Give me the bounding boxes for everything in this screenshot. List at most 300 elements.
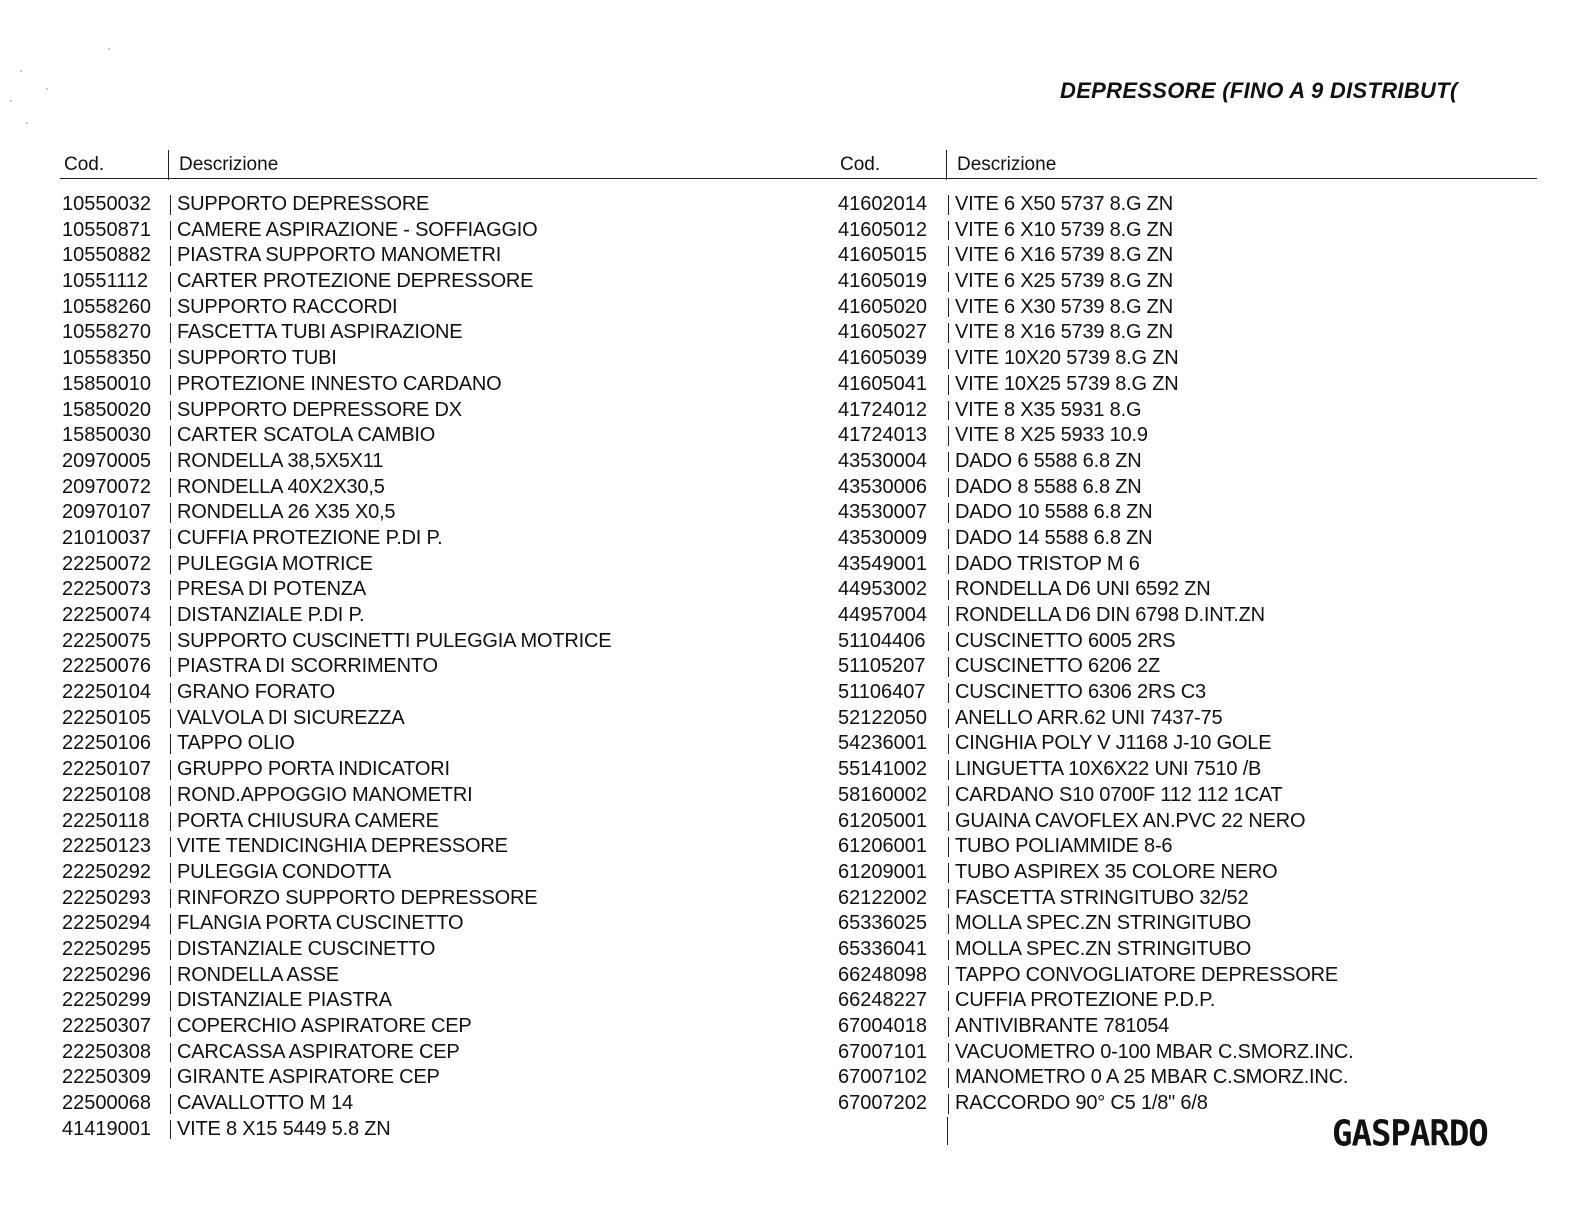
table-row xyxy=(60,526,780,552)
row-separator xyxy=(948,1017,949,1037)
row-separator xyxy=(170,940,171,960)
part-description: CUSCINETTO 6206 2Z xyxy=(955,655,1160,678)
table-row xyxy=(60,218,780,244)
table-row xyxy=(60,988,780,1014)
row-separator xyxy=(948,966,949,986)
part-code: 43549001 xyxy=(838,552,927,575)
part-code: 22250292 xyxy=(62,860,151,883)
table-row xyxy=(60,295,780,321)
table-row xyxy=(60,372,780,398)
part-description: FASCETTA TUBI ASPIRAZIONE xyxy=(177,321,463,344)
part-description: CARTER PROTEZIONE DEPRESSORE xyxy=(177,270,534,293)
row-separator xyxy=(948,914,949,934)
row-separator xyxy=(170,1068,171,1088)
table-row xyxy=(836,577,1536,603)
part-description: FLANGIA PORTA CUSCINETTO xyxy=(177,912,464,935)
table-row xyxy=(836,320,1536,346)
table-row xyxy=(836,346,1536,372)
part-description: RINFORZO SUPPORTO DEPRESSORE xyxy=(177,886,538,909)
part-code: 51106407 xyxy=(838,681,926,704)
part-code: 10558350 xyxy=(62,347,151,370)
table-header xyxy=(60,150,780,176)
part-description: VITE 6 X16 5739 8.G ZN xyxy=(955,244,1173,267)
table-row xyxy=(836,629,1536,655)
part-description: LINGUETTA 10X6X22 UNI 7510 /B xyxy=(955,758,1262,781)
part-code: 43530004 xyxy=(838,449,927,472)
row-separator xyxy=(170,555,171,575)
table-row xyxy=(60,1091,780,1117)
row-separator xyxy=(948,991,949,1011)
part-description: VITE 8 X16 5739 8.G ZN xyxy=(955,321,1173,344)
part-description: PIASTRA DI SCORRIMENTO xyxy=(177,655,438,678)
part-code: 58160002 xyxy=(838,783,927,806)
row-separator xyxy=(170,272,171,292)
part-description: VITE 8 X25 5933 10.9 xyxy=(955,424,1148,447)
row-separator xyxy=(948,1094,949,1114)
row-separator xyxy=(170,1017,171,1037)
row-separator xyxy=(170,657,171,677)
column-separator xyxy=(168,150,169,180)
part-description: ROND.APPOGGIO MANOMETRI xyxy=(177,783,473,806)
table-row xyxy=(836,243,1536,269)
part-code: 43530009 xyxy=(838,526,927,549)
part-code: 65336041 xyxy=(838,937,927,960)
part-code: 44953002 xyxy=(838,578,927,601)
table-row xyxy=(836,1014,1536,1040)
table-row xyxy=(60,346,780,372)
table-row xyxy=(836,1040,1536,1066)
row-separator xyxy=(948,1043,949,1063)
part-description: PROTEZIONE INNESTO CARDANO xyxy=(177,372,502,395)
row-separator xyxy=(948,812,949,832)
part-description: FASCETTA STRINGITUBO 32/52 xyxy=(955,886,1249,909)
table-row xyxy=(60,398,780,424)
part-code: 41724012 xyxy=(838,398,927,421)
table-row xyxy=(836,295,1536,321)
part-code: 62122002 xyxy=(838,886,927,909)
part-code: 41605041 xyxy=(838,372,927,395)
part-code: 20970005 xyxy=(62,449,151,472)
part-description: RONDELLA ASSE xyxy=(177,963,339,986)
part-description: PRESA DI POTENZA xyxy=(177,578,367,601)
part-code: 67004018 xyxy=(838,1015,927,1037)
part-description: CUFFIA PROTEZIONE P.DI P. xyxy=(177,526,443,549)
row-separator xyxy=(948,786,949,806)
table-row xyxy=(836,706,1536,732)
row-separator xyxy=(170,760,171,780)
table-row xyxy=(60,500,780,526)
row-separator xyxy=(170,478,171,498)
row-separator xyxy=(170,349,171,369)
table-row xyxy=(836,423,1536,449)
row-separator xyxy=(948,298,949,318)
row-separator xyxy=(948,632,949,652)
row-separator xyxy=(948,683,949,703)
row-separator xyxy=(170,709,171,729)
part-description: CARCASSA ASPIRATORE CEP xyxy=(177,1040,460,1063)
row-separator xyxy=(948,246,949,266)
code-header: Cod. xyxy=(840,154,881,175)
part-description: DADO 14 5588 6.8 ZN xyxy=(955,526,1153,549)
part-description: TAPPO CONVOGLIATORE DEPRESSORE xyxy=(955,963,1338,986)
part-description: PIASTRA SUPPORTO MANOMETRI xyxy=(177,244,502,267)
part-code: 66248227 xyxy=(838,989,927,1012)
table-row xyxy=(836,963,1536,989)
row-separator xyxy=(170,889,171,909)
row-separator xyxy=(948,760,949,780)
part-code: 41605015 xyxy=(838,244,927,267)
part-code: 41605020 xyxy=(838,295,927,318)
part-description: VITE 6 X50 5737 8.G ZN xyxy=(955,193,1173,215)
part-code: 22250309 xyxy=(62,1066,151,1089)
part-code: 10550032 xyxy=(62,193,151,215)
table-header xyxy=(836,150,1536,176)
row-separator xyxy=(170,1120,171,1140)
part-description: MANOMETRO 0 A 25 MBAR C.SMORZ.INC. xyxy=(955,1066,1349,1089)
part-description: GIRANTE ASPIRATORE CEP xyxy=(177,1066,440,1089)
table-row xyxy=(836,1065,1536,1091)
part-code: 20970072 xyxy=(62,475,151,498)
row-separator xyxy=(170,632,171,652)
part-code: 10550871 xyxy=(62,218,151,241)
table-row xyxy=(60,603,780,629)
description-header: Descrizione xyxy=(957,154,1057,175)
table-row xyxy=(60,757,780,783)
row-separator xyxy=(948,323,949,343)
table-row xyxy=(60,552,780,578)
part-code: 61206001 xyxy=(838,835,927,858)
table-row xyxy=(60,911,780,937)
part-description: VITE 6 X10 5739 8.G ZN xyxy=(955,218,1173,241)
part-code: 10550882 xyxy=(62,244,151,267)
table-row xyxy=(836,783,1536,809)
row-separator xyxy=(170,863,171,883)
part-description: RONDELLA D6 UNI 6592 ZN xyxy=(955,578,1211,601)
part-description: DISTANZIALE P.DI P. xyxy=(177,604,365,626)
part-code: 41605027 xyxy=(838,321,927,344)
part-description: CUFFIA PROTEZIONE P.D.P. xyxy=(955,989,1216,1012)
row-separator xyxy=(170,195,171,215)
part-description: ANTIVIBRANTE 781054 xyxy=(955,1015,1170,1037)
part-code: 55141002 xyxy=(838,758,927,781)
table-row xyxy=(60,269,780,295)
part-code: 22250294 xyxy=(62,912,151,935)
part-description: SUPPORTO CUSCINETTI PULEGGIA MOTRICE xyxy=(177,629,612,652)
table-row xyxy=(60,937,780,963)
part-description: CINGHIA POLY V J1168 J-10 GOLE xyxy=(955,732,1272,755)
row-separator xyxy=(170,812,171,832)
part-code: 43530006 xyxy=(838,475,927,498)
part-code: 10551112 xyxy=(62,270,149,293)
part-description: VITE 6 X25 5739 8.G ZN xyxy=(955,270,1173,293)
row-separator xyxy=(948,272,949,292)
table-row xyxy=(60,731,780,757)
table-row xyxy=(60,886,780,912)
part-code: 22250106 xyxy=(62,732,151,755)
part-description: VITE TENDICINGHIA DEPRESSORE xyxy=(177,835,508,858)
part-description: DISTANZIALE PIASTRA xyxy=(177,989,392,1012)
table-row xyxy=(836,552,1536,578)
part-code: 41602014 xyxy=(838,193,927,215)
table-row xyxy=(836,860,1536,886)
part-description: DADO 6 5588 6.8 ZN xyxy=(955,449,1142,472)
table-row xyxy=(836,757,1536,783)
table-row xyxy=(60,834,780,860)
part-code: 22250108 xyxy=(62,783,151,806)
part-description: SUPPORTO DEPRESSORE xyxy=(177,193,430,215)
row-separator xyxy=(948,529,949,549)
part-code: 15850030 xyxy=(62,424,151,447)
row-separator xyxy=(948,555,949,575)
row-separator xyxy=(170,246,171,266)
row-separator xyxy=(170,786,171,806)
part-description: RONDELLA 40X2X30,5 xyxy=(177,475,385,498)
part-description: MOLLA SPEC.ZN STRINGITUBO xyxy=(955,912,1252,935)
table-row xyxy=(60,706,780,732)
table-row xyxy=(836,500,1536,526)
part-code: 52122050 xyxy=(838,706,927,729)
gaspardo-logo: GASPARDO xyxy=(1332,1113,1488,1155)
part-code: 67007101 xyxy=(838,1040,927,1063)
row-separator xyxy=(948,221,949,241)
code-header: Cod. xyxy=(64,154,105,175)
part-description: PULEGGIA CONDOTTA xyxy=(177,860,392,883)
row-separator xyxy=(170,966,171,986)
table-row xyxy=(60,320,780,346)
row-separator xyxy=(170,503,171,523)
row-separator xyxy=(948,349,949,369)
table-row xyxy=(60,629,780,655)
table-row xyxy=(836,398,1536,424)
table-row xyxy=(836,372,1536,398)
part-code: 22250076 xyxy=(62,655,151,678)
row-separator xyxy=(948,452,949,472)
table-row xyxy=(836,192,1536,218)
part-code: 22250075 xyxy=(62,629,151,652)
row-separator xyxy=(170,323,171,343)
part-code: 22250074 xyxy=(62,604,151,626)
row-separator xyxy=(170,1094,171,1114)
part-description: ANELLO ARR.62 UNI 7437-75 xyxy=(955,706,1223,729)
part-code: 61209001 xyxy=(838,860,927,883)
table-row xyxy=(60,423,780,449)
part-description: DISTANZIALE CUSCINETTO xyxy=(177,937,436,960)
part-code: 22250308 xyxy=(62,1040,151,1063)
part-code: 41605012 xyxy=(838,218,927,241)
part-code: 43530007 xyxy=(838,501,927,524)
row-separator xyxy=(948,940,949,960)
row-separator xyxy=(948,734,949,754)
part-description: RONDELLA 26 X35 X0,5 xyxy=(177,501,396,524)
parts-list-left xyxy=(60,192,780,1142)
part-code: 65336025 xyxy=(838,912,927,935)
part-description: VALVOLA DI SICUREZZA xyxy=(177,706,405,729)
table-row xyxy=(60,654,780,680)
part-description: SUPPORTO RACCORDI xyxy=(177,295,398,318)
part-description: CARDANO S10 0700F 112 112 1CAT xyxy=(955,783,1283,806)
part-description: DADO 10 5588 6.8 ZN xyxy=(955,501,1153,524)
part-description: VITE 10X25 5739 8.G ZN xyxy=(955,372,1179,395)
parts-table-left xyxy=(60,150,780,1142)
table-row xyxy=(60,577,780,603)
part-description: DADO 8 5588 6.8 ZN xyxy=(955,475,1142,498)
row-separator xyxy=(170,375,171,395)
table-row xyxy=(60,449,780,475)
part-code: 51105207 xyxy=(838,655,926,678)
row-separator xyxy=(170,914,171,934)
part-code: 10558260 xyxy=(62,295,151,318)
table-row xyxy=(836,218,1536,244)
table-row xyxy=(836,911,1536,937)
table-row xyxy=(836,603,1536,629)
row-separator xyxy=(948,375,949,395)
row-separator xyxy=(948,426,949,446)
row-separator xyxy=(948,657,949,677)
part-description: RONDELLA D6 DIN 6798 D.INT.ZN xyxy=(955,604,1265,626)
part-description: GRUPPO PORTA INDICATORI xyxy=(177,758,450,781)
part-code: 41605019 xyxy=(838,270,927,293)
column-separator xyxy=(946,150,947,180)
part-code: 41419001 xyxy=(62,1117,151,1140)
part-code: 22250104 xyxy=(62,681,151,704)
part-code: 22250118 xyxy=(62,809,150,832)
table-row xyxy=(836,475,1536,501)
table-row xyxy=(60,809,780,835)
part-description: PORTA CHIUSURA CAMERE xyxy=(177,809,439,832)
part-code: 22250307 xyxy=(62,1015,151,1037)
part-code: 15850020 xyxy=(62,398,151,421)
table-row xyxy=(836,449,1536,475)
table-row xyxy=(836,269,1536,295)
description-header: Descrizione xyxy=(179,154,279,175)
table-row xyxy=(836,809,1536,835)
part-description: CAVALLOTTO M 14 xyxy=(177,1092,353,1115)
table-row xyxy=(60,963,780,989)
part-description: PULEGGIA MOTRICE xyxy=(177,552,373,575)
table-row xyxy=(60,243,780,269)
row-separator xyxy=(170,401,171,421)
row-separator xyxy=(948,195,949,215)
row-separator xyxy=(170,529,171,549)
row-separator xyxy=(170,1043,171,1063)
row-separator xyxy=(170,221,171,241)
row-separator xyxy=(948,580,949,600)
part-description: TUBO POLIAMMIDE 8-6 xyxy=(955,835,1173,858)
row-separator xyxy=(948,889,949,909)
table-row xyxy=(836,834,1536,860)
part-code: 15850010 xyxy=(62,372,151,395)
part-description: VITE 6 X30 5739 8.G ZN xyxy=(955,295,1173,318)
row-separator xyxy=(948,709,949,729)
row-separator xyxy=(170,298,171,318)
part-description: RONDELLA 38,5X5X11 xyxy=(177,449,384,472)
part-code: 66248098 xyxy=(838,963,927,986)
row-separator xyxy=(170,683,171,703)
row-separator xyxy=(948,401,949,421)
part-description: SUPPORTO TUBI xyxy=(177,347,337,370)
part-code: 22250299 xyxy=(62,989,151,1012)
part-description: CAMERE ASPIRAZIONE - SOFFIAGGIO xyxy=(177,218,538,241)
part-code: 22250295 xyxy=(62,937,151,960)
row-separator xyxy=(170,991,171,1011)
part-code: 22250296 xyxy=(62,963,151,986)
part-description: RACCORDO 90° C5 1/8" 6/8 xyxy=(955,1092,1208,1115)
part-code: 54236001 xyxy=(838,732,927,755)
part-description: VITE 10X20 5739 8.G ZN xyxy=(955,347,1179,370)
part-code: 20970107 xyxy=(62,501,151,524)
part-description: MOLLA SPEC.ZN STRINGITUBO xyxy=(955,937,1252,960)
part-description: VACUOMETRO 0-100 MBAR C.SMORZ.INC. xyxy=(955,1040,1354,1063)
table-row xyxy=(836,731,1536,757)
part-description: CUSCINETTO 6005 2RS xyxy=(955,629,1176,652)
part-code: 22250072 xyxy=(62,552,151,575)
part-code: 67007102 xyxy=(838,1066,927,1089)
row-separator xyxy=(170,580,171,600)
row-separator xyxy=(170,606,171,626)
part-code: 21010037 xyxy=(62,526,151,549)
part-code: 44957004 xyxy=(838,604,927,626)
part-description: COPERCHIO ASPIRATORE CEP xyxy=(177,1015,472,1037)
table-row xyxy=(60,1040,780,1066)
table-row xyxy=(836,937,1536,963)
table-row xyxy=(60,860,780,886)
part-code: 22250107 xyxy=(62,758,151,781)
table-row xyxy=(836,680,1536,706)
part-code: 61205001 xyxy=(838,809,927,832)
table-row xyxy=(60,1117,780,1143)
part-code: 67007202 xyxy=(838,1092,927,1115)
parts-list-right xyxy=(836,192,1536,1117)
part-code: 22250123 xyxy=(62,835,151,858)
table-row xyxy=(60,1065,780,1091)
part-description: DADO TRISTOP M 6 xyxy=(955,552,1140,575)
table-row xyxy=(836,886,1536,912)
part-description: GRANO FORATO xyxy=(177,681,335,704)
part-description: TAPPO OLIO xyxy=(177,732,295,755)
part-description: VITE 8 X15 5449 5.8 ZN xyxy=(177,1117,391,1140)
row-separator xyxy=(170,734,171,754)
part-code: 22250293 xyxy=(62,886,151,909)
row-separator xyxy=(170,837,171,857)
part-code: 41605039 xyxy=(838,347,927,370)
table-row xyxy=(836,988,1536,1014)
part-description: SUPPORTO DEPRESSORE DX xyxy=(177,398,462,421)
table-row xyxy=(60,1014,780,1040)
table-row xyxy=(836,526,1536,552)
part-code: 22250105 xyxy=(62,706,151,729)
table-row xyxy=(60,192,780,218)
row-separator xyxy=(170,426,171,446)
parts-table-right xyxy=(836,150,1536,1145)
row-separator xyxy=(948,606,949,626)
part-description: CARTER SCATOLA CAMBIO xyxy=(177,424,436,447)
row-separator xyxy=(948,837,949,857)
table-row xyxy=(60,475,780,501)
part-code: 10558270 xyxy=(62,321,151,344)
page-title: DEPRESSORE (FINO A 9 DISTRIBUT( xyxy=(1060,78,1458,103)
row-separator xyxy=(170,452,171,472)
column-separator-tail xyxy=(947,1117,948,1145)
part-description: GUAINA CAVOFLEX AN.PVC 22 NERO xyxy=(955,809,1306,832)
row-separator xyxy=(948,863,949,883)
part-description: TUBO ASPIREX 35 COLORE NERO xyxy=(955,860,1278,883)
row-separator xyxy=(948,1068,949,1088)
part-code: 22500068 xyxy=(62,1092,151,1115)
part-description: VITE 8 X35 5931 8.G xyxy=(955,398,1142,421)
table-row xyxy=(836,654,1536,680)
row-separator xyxy=(948,503,949,523)
row-separator xyxy=(948,478,949,498)
